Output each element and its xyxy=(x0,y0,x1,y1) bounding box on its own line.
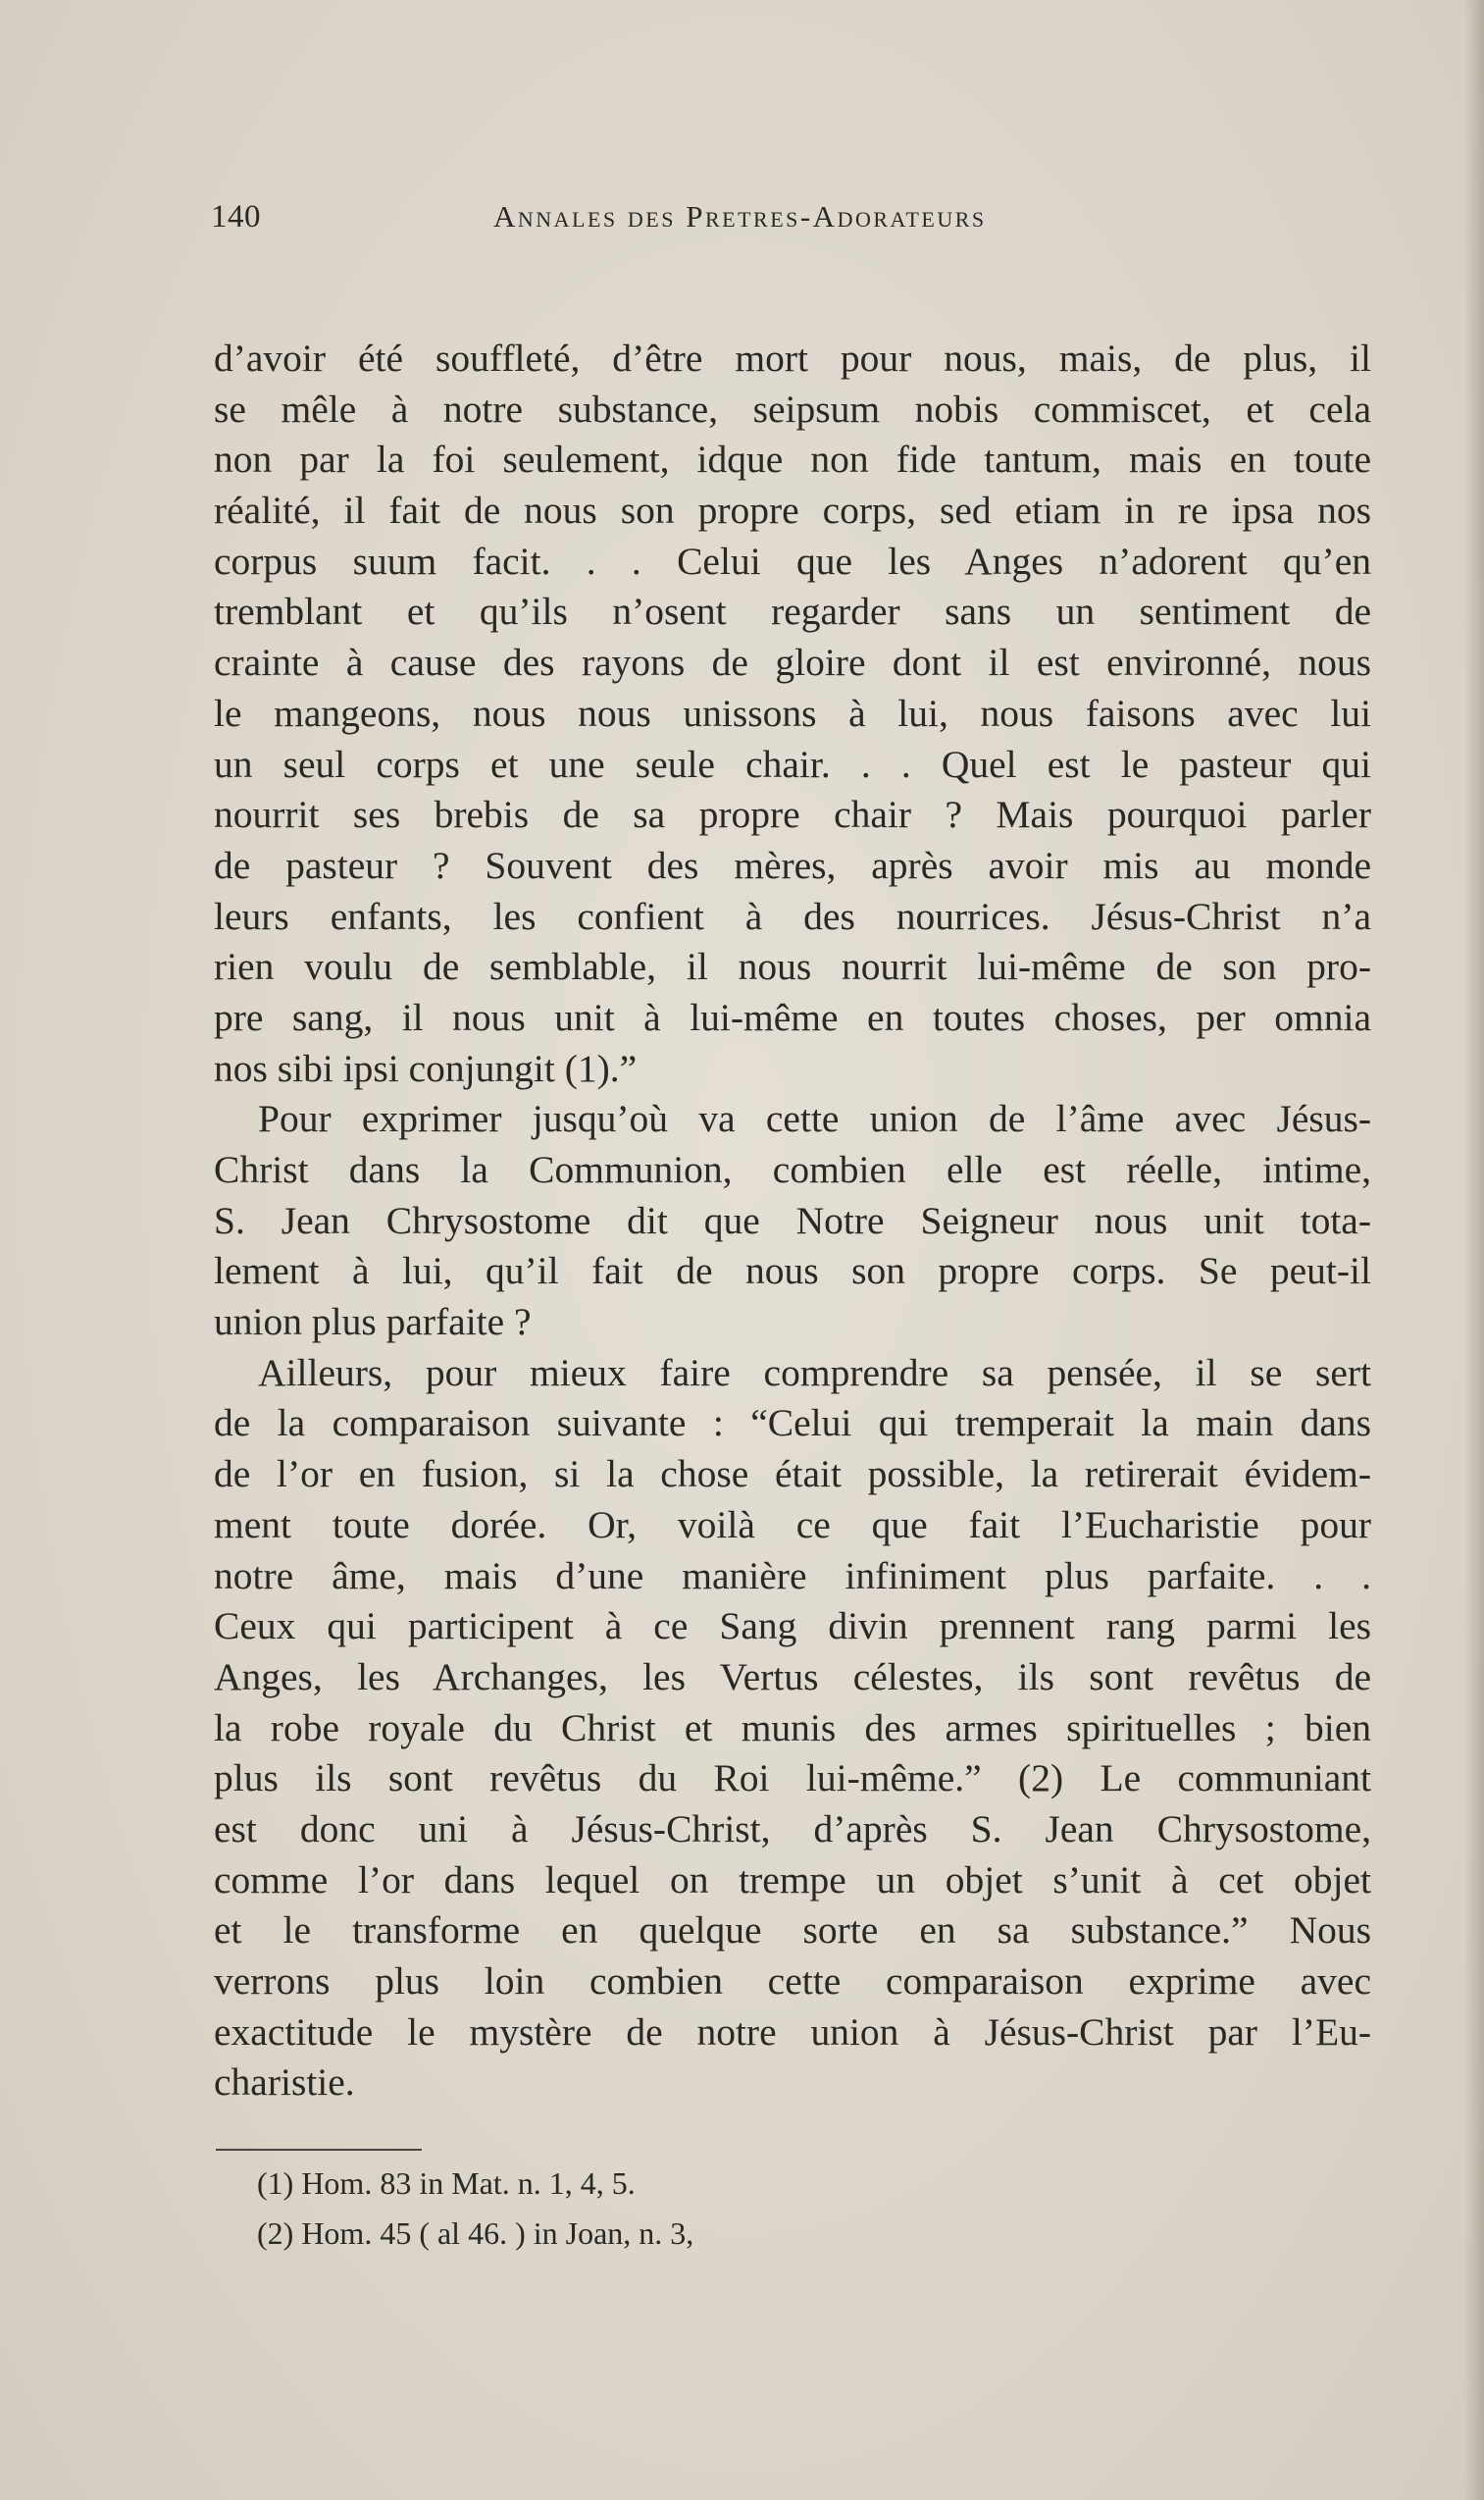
footnote-divider xyxy=(216,2149,422,2151)
text-line: réalité, il fait de nous son propre corps, sed etiam in re ipsa nos xyxy=(214,489,1371,533)
text-line: S. Jean Chrysostome dit que Notre Seigneur nous unit tota- xyxy=(214,1198,1371,1242)
page-header xyxy=(211,199,1084,248)
text-line: union plus parfaite ? xyxy=(214,1300,532,1344)
text-line: est donc uni à Jésus-Christ, d’après S. Jean Chrysostome, xyxy=(214,1806,1371,1850)
text-line: un seul corps et une seule chair. . . Quel est le pasteur qui xyxy=(214,742,1371,786)
page-edge-shadow xyxy=(1464,0,1484,2500)
text-line: ment toute dorée. Or, voilà ce que fait l’Eucharistie pour xyxy=(214,1502,1371,1546)
running-head: Annales des Pretres-Adorateurs xyxy=(493,199,987,234)
text-line: Ceux qui participent à ce Sang divin prennent rang parmi les xyxy=(214,1604,1371,1648)
text-line: corpus suum facit. . . Celui que les Anges n’adorent qu’en xyxy=(214,539,1371,583)
text-line: Christ dans la Communion, combien elle est réelle, intime, xyxy=(214,1148,1371,1191)
text-line: rien voulu de semblable, il nous nourrit lui-même de son pro- xyxy=(214,945,1371,989)
text-line: Anges, les Archanges, les Vertus célestes, ils sont revêtus de xyxy=(214,1654,1371,1698)
text-line: notre âme, mais d’une manière infiniment plus parfaite. . . xyxy=(214,1553,1371,1597)
text-line: comme l’or dans lequel on trempe un objet s’unit à cet objet xyxy=(214,1857,1371,1901)
text-line: se mêle à notre substance, seipsum nobis commiscet, et cela xyxy=(214,387,1371,431)
page-number: 140 xyxy=(211,199,261,234)
footnote: (2) Hom. 45 ( al 46. ) in Joan, n. 3, xyxy=(257,2215,694,2251)
text-line: de l’or en fusion, si la chose était possible, la retirerait évidem- xyxy=(214,1452,1371,1496)
footnotes xyxy=(257,2159,693,2259)
footnote: (1) Hom. 83 in Mat. n. 1, 4, 5. xyxy=(257,2165,636,2201)
text-line: de pasteur ? Souvent des mères, après avoir mis au monde xyxy=(214,843,1371,887)
text-line: crainte à cause des rayons de gloire dont il est environné, nous xyxy=(214,641,1371,685)
text-line: d’avoir été souffleté, d’être mort pour nous, mais, de plus, il xyxy=(214,337,1371,380)
text-line: de la comparaison suivante : “Celui qui tremperait la main dans xyxy=(214,1401,1371,1445)
text-line: exactitude le mystère de notre union à Jésus-Christ par l’Eu- xyxy=(214,2009,1371,2054)
text-line: Pour exprimer jusqu’où va cette union de l’âme avec Jésus- xyxy=(258,1097,1371,1141)
body-text xyxy=(214,334,1371,2109)
text-line: tremblant et qu’ils n’osent regarder sans un sentiment de xyxy=(214,590,1371,634)
text-line: nourrit ses brebis de sa propre chair ? Mais pourquoi parler xyxy=(214,793,1371,837)
text-line: nos sibi ipsi conjungit (1).” xyxy=(214,1046,638,1090)
text-line: leurs enfants, les confient à des nourrices. Jésus-Christ n’a xyxy=(214,894,1371,938)
text-line: la robe royale du Christ et munis des armes spirituelles ; bien xyxy=(214,1705,1371,1749)
text-line: et le transforme en quelque sorte en sa substance.” Nous xyxy=(214,1908,1371,1953)
text-line: non par la foi seulement, idque non fide tantum, mais en toute xyxy=(214,438,1371,482)
text-line: le mangeons, nous nous unissons à lui, nous faisons avec lui xyxy=(214,691,1371,735)
text-line: plus ils sont revêtus du Roi lui-même.” (2) Le communiant xyxy=(214,1756,1371,1800)
text-line: pre sang, il nous unit à lui-même en toutes choses, per omnia xyxy=(214,995,1371,1039)
text-line: Ailleurs, pour mieux faire comprendre sa pensée, il se sert xyxy=(258,1350,1371,1394)
text-line: verrons plus loin combien cette comparaison exprime avec xyxy=(214,1959,1371,2003)
text-line: charistie. xyxy=(214,2060,355,2105)
text-line: lement à lui, qu’il fait de nous son propre corps. Se peut-il xyxy=(214,1249,1371,1293)
